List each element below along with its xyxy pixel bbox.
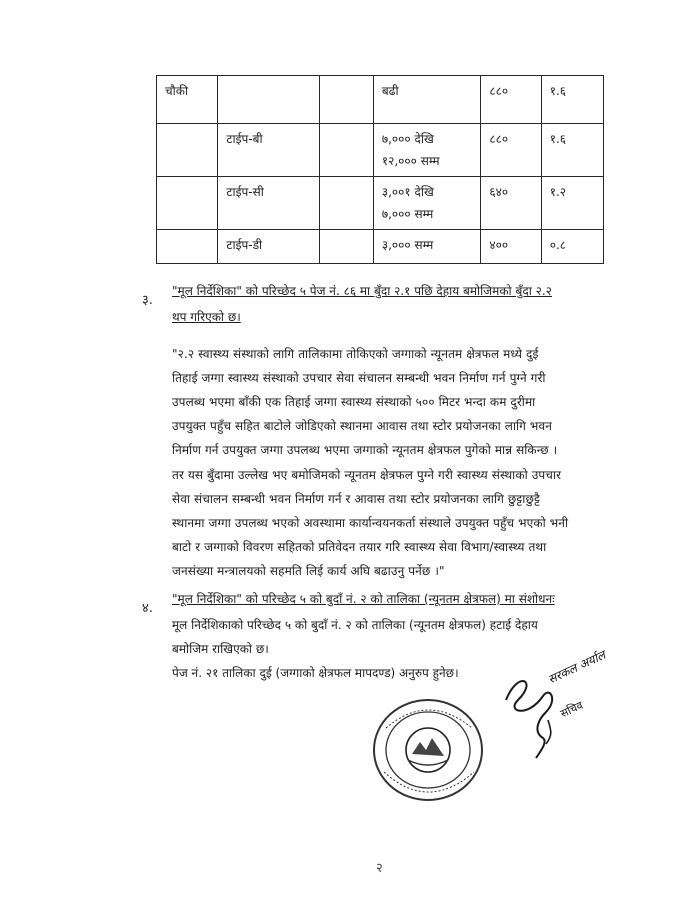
table-cell-range <box>373 124 481 177</box>
range-text: ३,००० सम्म <box>381 238 434 252</box>
page-number: २ <box>376 861 383 876</box>
table-cell-range <box>373 76 481 124</box>
paragraph-line: उपयुक्त पहुँच सहित बाटोले जोडिएको स्थानमा आवास तथा स्टोर प्रयोजनका लागि भवन <box>172 419 552 433</box>
paragraph-line: निर्माण गर्न उपयुक्त जग्गा उपलब्ध भएमा जग्गाको न्यूनतम क्षेत्रफल पुगेको मान्न सकिन्छ । <box>172 443 558 457</box>
table-cell-blank <box>319 76 373 124</box>
paragraph-line: उपलब्ध भएमा बाँकी एक तिहाई जग्गा स्वास्थ्य संस्थाको ५०० मिटर भन्दा कम दुरीमा <box>172 395 536 409</box>
section-heading: थप गरिएको छ। <box>172 310 241 324</box>
paragraph-line: बाटो र जग्गाको विवरण सहितको प्रतिवेदन तयार गरि स्वास्थ्य सेवा विभाग/स्वास्थ्य तथा <box>172 540 547 554</box>
table-cell-blank <box>319 230 373 264</box>
signatory-name: सरकल अर्याल <box>545 647 608 687</box>
section-number: ४. <box>142 601 153 616</box>
signatory-title: सचिव <box>558 698 586 721</box>
paragraph-line: तर यस बुँदामा उल्लेख भए बमोजिमको न्यूनतम क्षेत्रफल पुग्ने गरी स्वास्थ्य संस्थाको उपचार <box>172 468 562 482</box>
table-cell-value: १.६ <box>541 76 603 124</box>
table-cell-range <box>373 177 481 230</box>
paragraph-line: तिहाई जग्गा स्वास्थ्य संस्थाको उपचार सेवा संचालन सम्बन्धी भवन निर्माण गर्न पुग्ने गरी <box>172 371 546 385</box>
table-cell-range <box>373 230 481 264</box>
table-cell-category <box>157 124 218 177</box>
paragraph-line: बमोजिम राखिएको छ। <box>172 642 269 656</box>
section-heading: "मूल निर्देशिका" को परिच्छेद ५ को बुदाँ नं. २ को तालिका (न्यूनतम क्षेत्रफल) मा संशोधनः <box>172 592 555 606</box>
table-row <box>157 76 604 124</box>
table-cell-category <box>157 177 218 230</box>
table-cell-value: ०.८ <box>541 230 603 264</box>
table-cell-category: चौकी <box>157 76 218 124</box>
table-cell-value: १.६ <box>541 124 603 177</box>
paragraph-line: मूल निर्देशिकाको परिच्छेद ५ को बुदाँ नं. २ को तालिका (न्यूनतम क्षेत्रफल) हटाई देहाय <box>172 618 538 632</box>
paragraph-line: "२.२ स्वास्थ्य संस्थाको लागि तालिकामा तोकिएको जग्गाको न्यूनतम क्षेत्रफल मध्ये दुई <box>172 347 539 361</box>
range-text: बढी <box>381 84 399 98</box>
section-heading: "मूल निर्देशिका" को परिच्छेद ५ पेज नं. ८६ मा बुँदा २.१ पछि देहाय बमोजिमको बुँदा २.२ <box>172 284 552 298</box>
table-row <box>157 177 604 230</box>
table-cell-type: टाईप-सी <box>218 177 319 230</box>
range-text: ७,००० सम्म <box>381 207 434 221</box>
paragraph-line: जनसंख्या मन्त्रालयको सहमति लिई कार्य अघि बढाउनु पर्नेछ ।" <box>172 564 445 578</box>
table-cell-category <box>157 230 218 264</box>
table-cell-blank <box>319 177 373 230</box>
range-text: ७,००० देखि <box>381 132 434 146</box>
range-text: ३,००१ देखि <box>381 185 434 199</box>
table-cell-area: ८८० <box>481 124 541 177</box>
table-cell-type: टाईप-डी <box>218 230 319 264</box>
table-cell-area: ४०० <box>481 230 541 264</box>
table-cell-area: ८८० <box>481 76 541 124</box>
table-row <box>157 124 604 177</box>
table-cell-type <box>218 76 319 124</box>
range-text: १२,००० सम्म <box>381 154 440 168</box>
paragraph-line: पेज नं. २१ तालिका दुई (जग्गाको क्षेत्रफल मापदण्ड) अनुरुप हुनेछ। <box>172 666 459 680</box>
table-cell-type: टाईप-बी <box>218 124 319 177</box>
table-cell-area: ६४० <box>481 177 541 230</box>
table-cell-blank <box>319 124 373 177</box>
minimum-area-table <box>156 75 604 264</box>
official-stamp <box>368 688 504 810</box>
table-row <box>157 230 604 264</box>
table-cell-value: १.२ <box>541 177 603 230</box>
section-number: ३. <box>142 293 153 308</box>
paragraph-line: सेवा संचालन सम्बन्धी भवन निर्माण गर्न र आवास तथा स्टोर प्रयोजनका लागि छुट्टाछुट्टै <box>172 492 540 506</box>
paragraph-line: स्थानमा जग्गा उपलब्ध भएको अवस्थामा कार्यान्वयनकर्ता संस्थाले उपयुक्त पहुँच भएको भनी <box>172 516 569 530</box>
